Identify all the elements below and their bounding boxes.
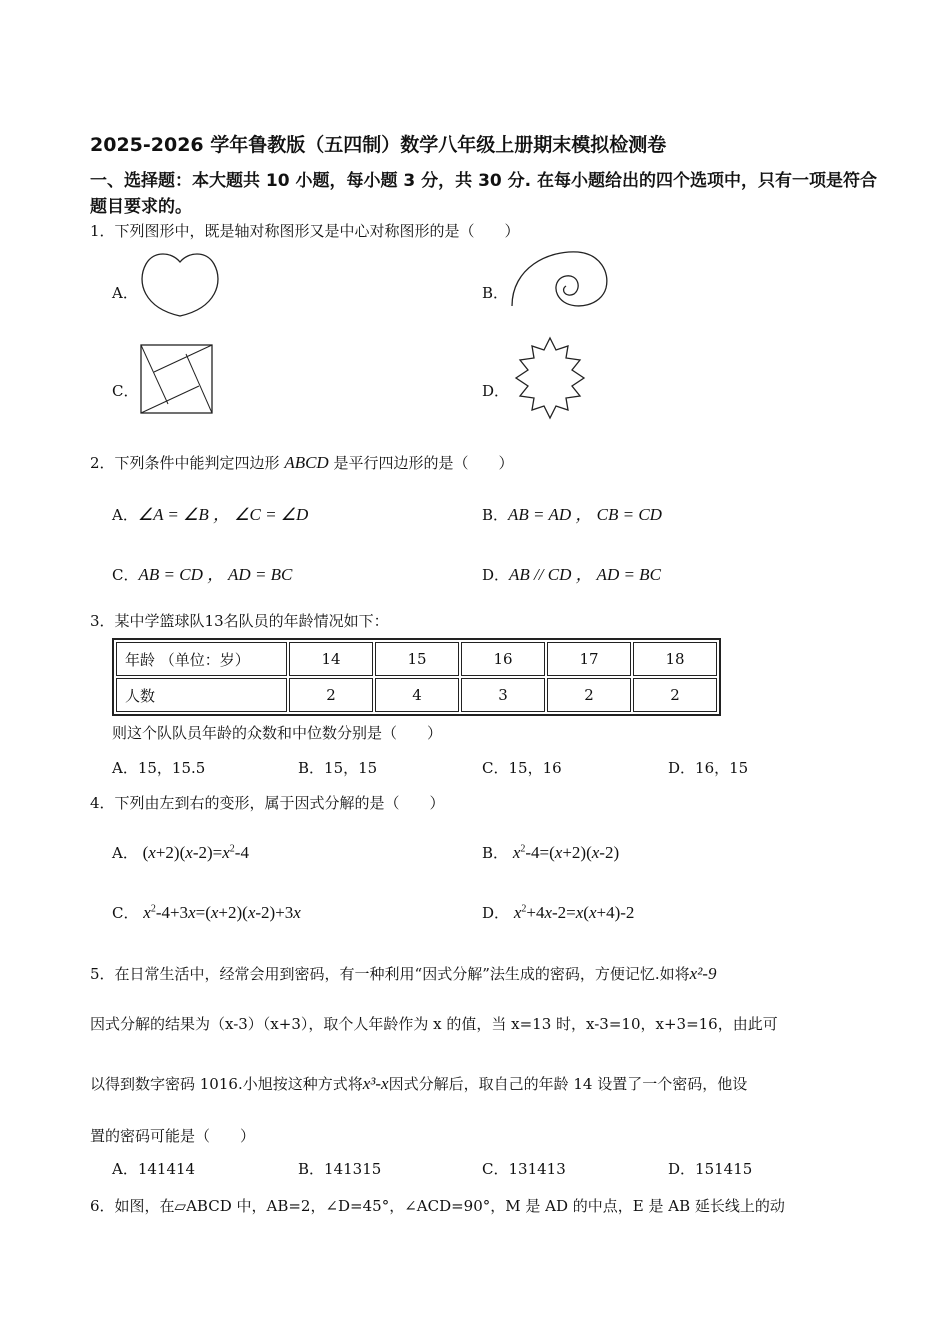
snowflake-star-figure (510, 338, 590, 418)
table-cell: 2 (633, 678, 717, 712)
q4-option-d (482, 902, 634, 923)
square-pinwheel-figure (140, 344, 214, 414)
q2-stem-var: ABCD (284, 453, 329, 472)
q5-line3-pre: 以得到数字密码 1016.小旭按这种方式将 (90, 1075, 363, 1093)
q5-line1-math: x²-9 (689, 964, 717, 983)
q5-line3-post: 因式分解后，取自己的年龄 14 设置了一个密码，他设 (388, 1075, 748, 1093)
q2-stem-post: 是平行四边形的是（ ） (328, 454, 514, 472)
q2-option-b-text: AB = AD ， CB = CD (508, 505, 662, 524)
q2-option-a-text: ∠A = ∠B ， ∠C = ∠D (137, 505, 309, 524)
table-cell: 3 (461, 678, 545, 712)
table-cell: 2 (547, 678, 631, 712)
q2-option-a-label: A． (112, 506, 138, 524)
q4-option-b-label: B． (482, 844, 509, 862)
q4-option-c-formula: $x^2-4+3x=(x+2)(x-2)+3x$ (143, 903, 301, 922)
q2-option-a (112, 500, 308, 525)
table-cell: 2 (289, 678, 373, 712)
question-5-line-2: 因式分解的结果为（x-3）（x+3），取个人年龄作为 x 的值，当 x=13 时，x-3=10，x+3=16，由此可 (90, 1015, 778, 1033)
q2-option-d-text: AB // CD ， AD = BC (509, 565, 661, 584)
q5-option-d: D．151415 (668, 1160, 753, 1178)
table-cell: 17 (547, 642, 631, 676)
q2-option-d (482, 560, 661, 585)
q4-option-b-formula: $x^2-4=(x+2)(x-2)$ (512, 843, 620, 862)
age-table (112, 638, 721, 716)
q2-option-c-text: AB = CD ， AD = BC (138, 565, 293, 584)
q1-option-a-label: A． (112, 284, 138, 302)
q2-option-b-label: B． (482, 506, 509, 524)
q4-option-d-formula: $x^2+4x-2=x(x+4)-2$ (513, 903, 635, 922)
q2-option-c-label: C． (112, 566, 139, 584)
q1-option-d-label: D． (482, 382, 510, 400)
q1-option-c-label: C． (112, 382, 139, 400)
q1-option-b-label: B． (482, 284, 509, 302)
question-5-line-4: 置的密码可能是（ ） (90, 1127, 256, 1145)
question-6-stem: 6．如图，在▱ABCD 中，AB=2，∠D=45°，∠ACD=90°，M 是 AD 的中点，E 是 AB 延长线上的动 (90, 1197, 785, 1215)
question-2-stem (90, 452, 514, 473)
question-4-stem: 4．下列由左到右的变形，属于因式分解的是（ ） (90, 794, 445, 812)
q5-option-c: C．131413 (482, 1160, 566, 1178)
q5-option-b: B．141315 (298, 1160, 382, 1178)
section-heading: 一、选择题：本大题共 10 小题，每小题 3 分，共 30 分. 在每小题给出的四个选项中，只有一项是符合题目要求的。 (90, 171, 878, 217)
table-cell-age-header: 年龄 （单位：岁） (116, 642, 287, 676)
table-cell: 18 (633, 642, 717, 676)
table-cell: 14 (289, 642, 373, 676)
heart-shape-figure (140, 250, 222, 320)
q2-stem-pre: 2．下列条件中能判定四边形 (90, 454, 285, 472)
q4-option-a (112, 842, 249, 863)
q4-option-d-label: D． (482, 904, 510, 922)
q4-option-c-label: C． (112, 904, 139, 922)
q3-option-b: B．15，15 (298, 759, 378, 777)
spiral-figure (508, 248, 612, 312)
q2-option-c (112, 560, 292, 585)
table-cell: 16 (461, 642, 545, 676)
q3-option-a: A．15，15.5 (112, 759, 206, 777)
question-5-line-3 (90, 1073, 747, 1094)
q2-option-b (482, 500, 662, 525)
table-cell: 15 (375, 642, 459, 676)
q5-option-a: A．141414 (112, 1160, 196, 1178)
question-1-stem: 1．下列图形中，既是轴对称图形又是中心对称图形的是（ ） (90, 222, 520, 240)
q3-option-d: D．16，15 (668, 759, 749, 777)
page-title: 2025-2026 学年鲁教版（五四制）数学八年级上册期末模拟检测卷 (90, 134, 667, 156)
question-3-prompt: 则这个队队员年龄的众数和中位数分别是（ ） (112, 724, 443, 742)
table-cell: 4 (375, 678, 459, 712)
q4-option-c (112, 902, 301, 923)
q2-option-d-label: D． (482, 566, 510, 584)
q3-option-c: C．15，16 (482, 759, 562, 777)
question-5-line-1 (90, 963, 716, 984)
table-row (116, 642, 717, 676)
q5-line1-text: 5．在日常生活中，经常会用到密码，有一种利用“因式分解”法生成的密码，方便记忆.如将 (90, 965, 690, 983)
q5-line3-math: x³-x (362, 1074, 389, 1093)
question-3-stem: 3．某中学篮球队13名队员的年龄情况如下： (90, 612, 389, 630)
table-cell-count-header: 人数 (116, 678, 287, 712)
q4-option-b (482, 842, 619, 863)
q4-option-a-label: A． (112, 844, 138, 862)
table-row (116, 678, 717, 712)
q4-option-a-formula: $(x+2)(x-2)=x^2-4$ (142, 843, 249, 862)
